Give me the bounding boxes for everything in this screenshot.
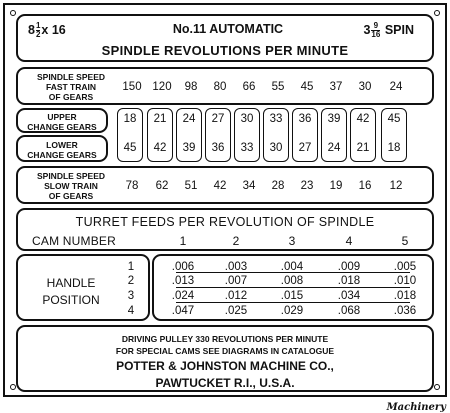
turret-feeds-title: TURRET FEEDS PER REVOLUTION OF SPINDLE — [75, 215, 375, 229]
position-number: 4 — [127, 305, 135, 317]
feed-value: .015 — [280, 290, 304, 302]
model-name: No.11 AUTOMATIC — [172, 22, 284, 36]
feed-value: .003 — [224, 261, 248, 273]
feed-value: .018 — [393, 290, 417, 302]
stock-size-rest: x 16 — [41, 22, 66, 37]
cam-number: 3 — [288, 234, 296, 248]
screw-icon — [10, 384, 16, 390]
feed-value: .047 — [171, 305, 195, 317]
position-number: 2 — [127, 275, 135, 287]
company-name: POTTER & JOHNSTON MACHINE CO., — [116, 359, 334, 373]
feed-value: .018 — [337, 275, 361, 287]
handle-position-panel — [16, 254, 150, 321]
fast-train-label: SPINDLE SPEED FAST TRAIN OF GEARS — [36, 72, 106, 102]
upper-gears-label: UPPER CHANGE GEARS — [27, 112, 97, 132]
change-gear-cell — [381, 108, 407, 162]
lower-gear-value: 36 — [211, 142, 225, 154]
lower-gear-value: 39 — [182, 142, 196, 154]
cam-number: 5 — [401, 234, 409, 248]
change-gear-cell — [350, 108, 376, 162]
fast-speed-value: 37 — [329, 81, 343, 93]
slow-speed-value: 62 — [155, 180, 169, 192]
change-gear-cell — [117, 108, 143, 162]
feed-value: .025 — [224, 305, 248, 317]
fast-speed-value: 24 — [389, 81, 403, 93]
row-divider — [176, 272, 410, 273]
lower-gear-value: 24 — [327, 142, 341, 154]
handle-label: HANDLE — [46, 276, 96, 290]
slow-train-label: SPINDLE SPEED SLOW TRAIN OF GEARS — [36, 171, 106, 201]
header-panel — [16, 14, 434, 62]
row-divider — [176, 302, 410, 303]
slow-speed-value: 12 — [389, 180, 403, 192]
cam-number: 4 — [345, 234, 353, 248]
fast-speed-value: 30 — [358, 81, 372, 93]
cam-number: 2 — [232, 234, 240, 248]
slow-speed-value: 78 — [125, 180, 139, 192]
upper-gear-value: 27 — [211, 113, 225, 125]
slow-speed-value: 51 — [184, 180, 198, 192]
change-gear-cell — [234, 108, 260, 162]
pulley-note: DRIVING PULLEY 330 REVOLUTIONS PER MINUTE — [121, 334, 329, 344]
change-gear-cell — [263, 108, 289, 162]
lower-gear-value: 21 — [356, 142, 370, 154]
slow-speed-value: 42 — [213, 180, 227, 192]
change-gear-cell — [176, 108, 202, 162]
feed-value: .036 — [393, 305, 417, 317]
upper-gear-value: 33 — [269, 113, 283, 125]
feed-value: .013 — [171, 275, 195, 287]
lower-gears-label: LOWER CHANGE GEARS — [27, 140, 97, 160]
position-number: 1 — [127, 261, 135, 273]
upper-gears-label-box — [16, 108, 108, 133]
fast-speed-value: 55 — [271, 81, 285, 93]
fast-speed-value: 66 — [242, 81, 256, 93]
screw-icon — [10, 10, 16, 16]
fast-speed-value: 150 — [122, 81, 142, 93]
screw-icon — [434, 384, 440, 390]
feed-value: .005 — [393, 261, 417, 273]
upper-gear-value: 36 — [298, 113, 312, 125]
fast-train-panel — [16, 67, 434, 105]
position-label: POSITION — [42, 293, 100, 307]
screw-icon — [434, 10, 440, 16]
row-divider — [176, 287, 410, 288]
spin-fraction: $\frac{9}{16}$ — [371, 21, 381, 39]
slow-speed-value: 23 — [300, 180, 314, 192]
feed-value: .008 — [280, 275, 304, 287]
upper-gear-value: 21 — [153, 113, 167, 125]
stock-size-whole: 8 — [28, 22, 35, 37]
machine-data-plate — [3, 3, 447, 397]
lower-gear-value: 33 — [240, 142, 254, 154]
change-gear-cell — [321, 108, 347, 162]
slow-speed-value: 19 — [329, 180, 343, 192]
change-gear-cell — [205, 108, 231, 162]
feed-values-panel — [152, 254, 434, 321]
lower-gear-value: 42 — [153, 142, 167, 154]
upper-gear-value: 45 — [387, 113, 401, 125]
change-gear-cell — [147, 108, 173, 162]
upper-gear-value: 39 — [327, 113, 341, 125]
upper-gear-value: 42 — [356, 113, 370, 125]
cam-number-label: CAM NUMBER — [32, 234, 117, 248]
spin-whole: 3 — [363, 22, 371, 37]
catalogue-note: FOR SPECIAL CAMS SEE DIAGRAMS IN CATALOGUE — [115, 346, 335, 356]
fast-speed-value: 120 — [152, 81, 172, 93]
cam-number: 1 — [179, 234, 187, 248]
feed-value: .010 — [393, 275, 417, 287]
upper-gear-value: 30 — [240, 113, 254, 125]
feed-value: .009 — [337, 261, 361, 273]
lower-gears-label-box — [16, 135, 108, 162]
credit-label: Machinery — [386, 402, 446, 413]
feed-value: .012 — [224, 290, 248, 302]
slow-speed-value: 28 — [271, 180, 285, 192]
spindle-bore — [363, 22, 414, 39]
stock-size — [28, 22, 66, 39]
fast-speed-value: 80 — [213, 81, 227, 93]
fast-speed-value: 98 — [184, 81, 198, 93]
feed-value: .029 — [280, 305, 304, 317]
fast-speed-value: 45 — [300, 81, 314, 93]
spin-label: SPIN — [384, 22, 414, 37]
page-title: SPINDLE REVOLUTIONS PER MINUTE — [101, 43, 349, 58]
upper-gear-value: 18 — [123, 113, 137, 125]
slow-speed-value: 16 — [358, 180, 372, 192]
turret-feeds-panel — [16, 208, 434, 251]
lower-gear-value: 45 — [123, 142, 137, 154]
change-gear-cell — [292, 108, 318, 162]
lower-gear-value: 27 — [298, 142, 312, 154]
feed-value: .004 — [280, 261, 304, 273]
slow-train-panel — [16, 166, 434, 204]
feed-value: .034 — [337, 290, 361, 302]
lower-gear-value: 18 — [387, 142, 401, 154]
position-number: 3 — [127, 290, 135, 302]
upper-gear-value: 24 — [182, 113, 196, 125]
footer-panel — [16, 325, 434, 392]
feed-value: .024 — [171, 290, 195, 302]
feed-value: .006 — [171, 261, 195, 273]
slow-speed-value: 34 — [242, 180, 256, 192]
feed-value: .007 — [224, 275, 248, 287]
stock-size-fraction: $\frac{1}{2}$ — [35, 21, 41, 39]
feed-value: .068 — [337, 305, 361, 317]
lower-gear-value: 30 — [269, 142, 283, 154]
company-location: PAWTUCKET R.I., U.S.A. — [155, 376, 295, 390]
